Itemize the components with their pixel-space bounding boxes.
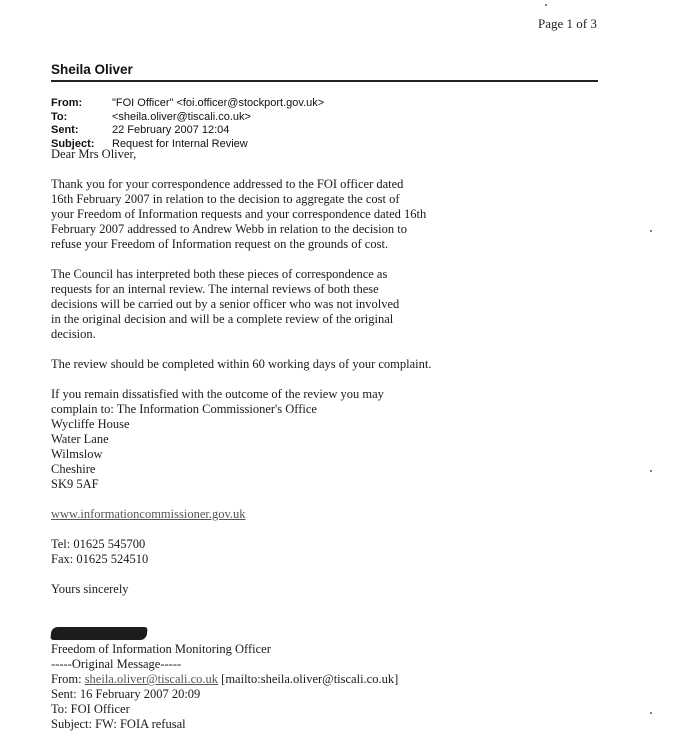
closing: Yours sincerely: [51, 582, 129, 596]
signatory-title: Freedom of Information Monitoring Officer: [51, 642, 271, 656]
email-body: [51, 147, 611, 732]
header-to-label: To:: [51, 110, 68, 123]
original-to-line: To: FOI Officer: [51, 702, 130, 716]
address-line: Wilmslow: [51, 447, 103, 461]
sender-divider: [51, 80, 598, 82]
signature-line: [51, 627, 611, 642]
paragraph-4-line: complain to: The Information Commissioner's Office: [51, 402, 317, 416]
header-to-value: <sheila.oliver@tiscali.co.uk>: [112, 110, 251, 123]
original-message-header: -----Original Message-----: [51, 657, 182, 671]
redacted-signature: [50, 627, 147, 640]
page-number: Page 1 of 3: [538, 16, 597, 31]
sender-name: Sheila Oliver: [51, 62, 133, 77]
original-subject-line: Subject: FW: FOIA refusal: [51, 717, 186, 731]
paragraph-2-line: decision.: [51, 327, 96, 341]
header-from-row: [51, 97, 324, 111]
paragraph-2-line: in the original decision and will be a complete review of the original: [51, 312, 394, 326]
original-from-mailto: [mailto:sheila.oliver@tiscali.co.uk]: [218, 672, 399, 686]
paragraph-1-line: your Freedom of Information requests and your correspondence dated 16th: [51, 207, 427, 221]
paragraph-4-line: If you remain dissatisfied with the outcome of the review you may: [51, 387, 384, 401]
header-subject-label: Subject:: [51, 137, 95, 150]
address-line: Water Lane: [51, 432, 109, 446]
header-from-value: "FOI Officer" <foi.officer@stockport.gov.uk>: [112, 97, 325, 109]
header-sent-label: Sent:: [51, 124, 79, 136]
address-line: Cheshire: [51, 462, 96, 476]
ico-website-link[interactable]: www.informationcommissioner.gov.uk: [51, 507, 246, 521]
paragraph-2-line: requests for an internal review. The internal reviews of both these: [51, 282, 379, 296]
telephone-number: Tel: 01625 545700: [51, 537, 146, 551]
header-to-row: [51, 111, 324, 125]
fax-number: Fax: 01625 524510: [51, 552, 149, 566]
scan-speck: [545, 4, 547, 6]
original-from-prefix: From:: [51, 672, 85, 686]
greeting: Dear Mrs Oliver,: [51, 147, 137, 161]
original-from-email-link[interactable]: sheila.oliver@tiscali.co.uk: [84, 672, 219, 686]
scan-speck: [650, 230, 652, 232]
website-line: [51, 507, 611, 522]
paragraph-3: The review should be completed within 60 working days of your complaint.: [51, 357, 432, 371]
email-headers: [51, 97, 324, 151]
address-line: Wycliffe House: [51, 417, 130, 431]
address-postcode: SK9 5AF: [51, 477, 99, 491]
header-subject-value: Request for Internal Review: [112, 137, 248, 150]
paragraph-2-line: The Council has interpreted both these pieces of correspondence as: [51, 267, 388, 281]
scan-speck: [650, 470, 652, 472]
paragraph-1-line: 16th February 2007 in relation to the decision to aggregate the cost of: [51, 192, 400, 206]
header-from-label: From:: [51, 97, 83, 109]
paragraph-1-line: refuse your Freedom of Information request on the grounds of cost.: [51, 237, 389, 251]
header-sent-row: [51, 124, 324, 138]
original-from-line: [51, 672, 611, 687]
header-sent-value: 22 February 2007 12:04: [112, 124, 230, 136]
scan-speck: [650, 712, 652, 714]
paragraph-2-line: decisions will be carried out by a senior officer who was not involved: [51, 297, 400, 311]
paragraph-1-line: Thank you for your correspondence addressed to the FOI officer dated: [51, 177, 404, 191]
paragraph-1-line: February 2007 addressed to Andrew Webb in relation to the decision to: [51, 222, 407, 236]
original-sent-line: Sent: 16 February 2007 20:09: [51, 687, 201, 701]
